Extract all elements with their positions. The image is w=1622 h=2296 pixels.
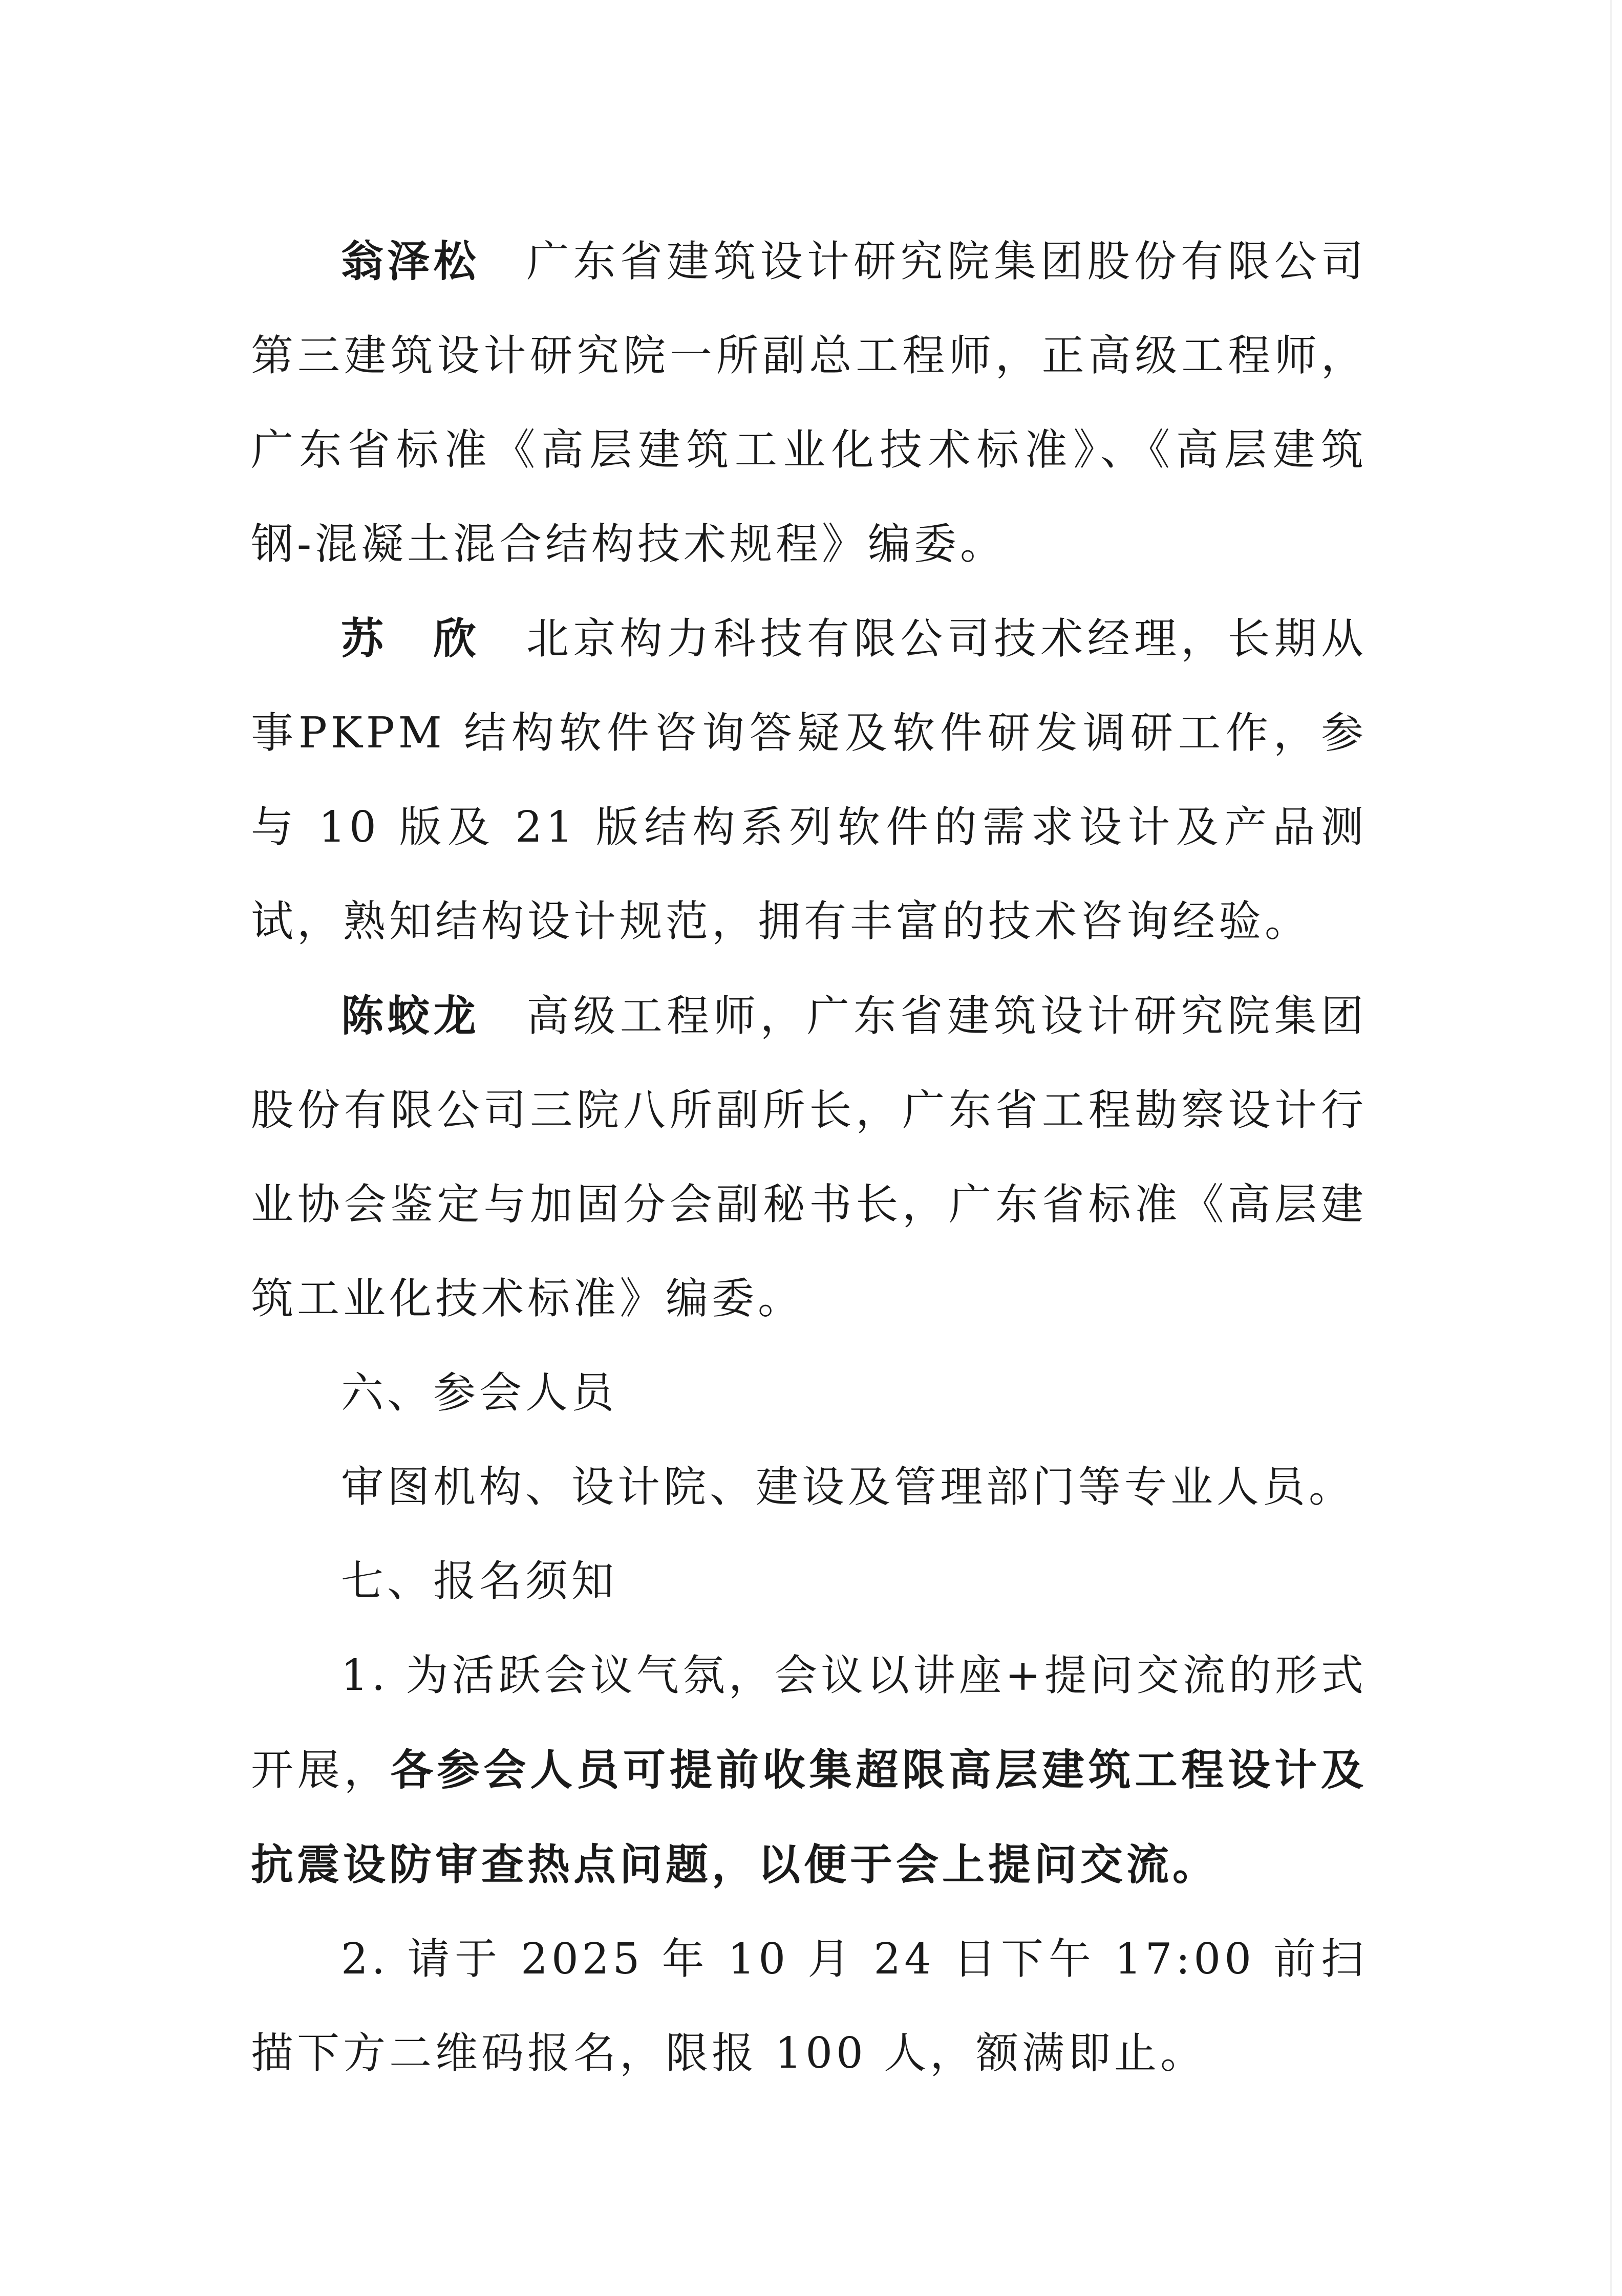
bio-text: 广东省建筑设计研究院集团股份有限公司第三建筑设计研究院一所副总工程师，正高级工程师，广东省标准《高层建筑工业化技术标准》、《高层建筑钢-混凝土混合结构技术规程》编委。 [251, 237, 1368, 569]
bio-paragraph [251, 214, 1367, 591]
registration-item-text: 1. 为活跃会议气氛，会议以讲座+提问交流的形式开展， [251, 1650, 1367, 1795]
bio-paragraph [251, 969, 1367, 1346]
registration-item [251, 1628, 1367, 1912]
bio-paragraph [251, 591, 1367, 969]
bio-text: 高级工程师，广东省建筑设计研究院集团股份有限公司三院八所副所长，广东省工程勘察设计行业协会鉴定与加固分会副秘书长，广东省标准《高层建筑工业化技术标准》编委。 [251, 991, 1368, 1323]
registration-item: 2. 请于 2025 年 10 月 24 日下午 17:00 前扫描下方二维码报名，限报 100 人，额满即止。 [251, 1934, 1367, 2078]
document-body [251, 214, 1367, 2100]
section-heading: 六、参会人员 [341, 1368, 617, 1418]
section-text: 审图机构、设计院、建设及管理部门等专业人员。 [341, 1462, 1355, 1512]
bio-name: 翁泽松 [341, 236, 480, 286]
section-heading: 七、报名须知 [341, 1556, 617, 1606]
bio-text: 北京构力科技有限公司技术经理，长期从事PKPM 结构软件咨询答疑及软件研发调研工作，参与 10 版及 21 版结构系列软件的需求设计及产品测试，熟知结构设计规范，拥有丰富的技术咨询经验。 [251, 614, 1368, 946]
bio-name: 陈蛟龙 [341, 991, 480, 1041]
scan-edge-line [1610, 0, 1612, 2296]
registration-item-emphasis: 各参会人员可提前收集超限高层建筑工程设计及抗震设防审查热点问题，以便于会上提问交流。 [251, 1745, 1367, 1890]
bio-name: 苏 欣 [341, 613, 480, 663]
